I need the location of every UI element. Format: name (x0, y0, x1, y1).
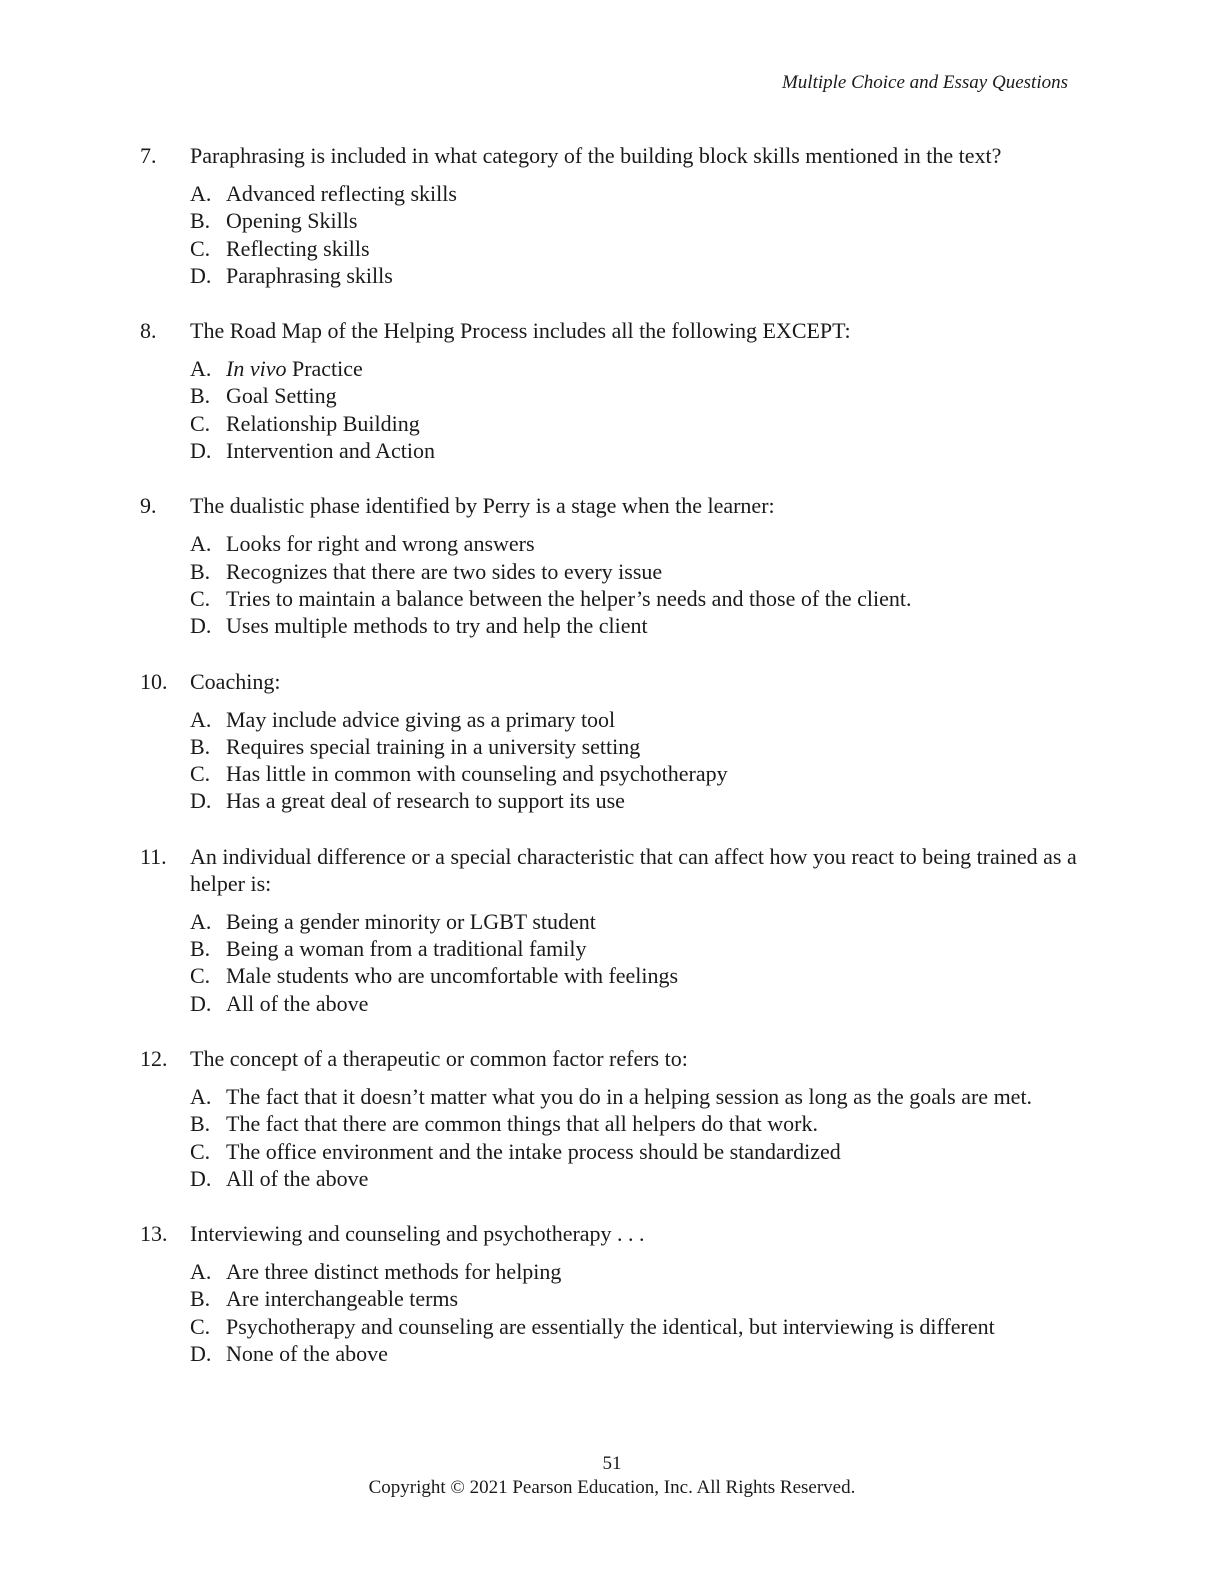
option-d (190, 1165, 1080, 1192)
option-a (190, 908, 1080, 935)
question-number: 12. (140, 1045, 168, 1071)
option-letter: C. (190, 761, 211, 787)
running-header: Multiple Choice and Essay Questions (781, 72, 1068, 93)
option-text: Goal Setting (226, 383, 337, 409)
option-letter: D. (190, 438, 212, 464)
option-text: None of the above (226, 1341, 388, 1367)
question-number: 13. (140, 1221, 168, 1247)
question-13 (140, 1220, 1080, 1367)
option-d (190, 612, 1080, 639)
copyright-notice: Copyright © 2021 Pearson Education, Inc. All Rights Reserved. (368, 1477, 856, 1498)
answer-options (190, 355, 1080, 464)
answer-options (190, 706, 1080, 815)
answer-options (190, 530, 1080, 639)
question-number: 11. (140, 843, 167, 869)
option-letter: C. (190, 585, 211, 611)
option-d (190, 1340, 1080, 1367)
option-b (190, 733, 1080, 760)
answer-options (190, 908, 1080, 1017)
question-number: 8. (140, 318, 157, 344)
option-text: Are interchangeable terms (226, 1286, 459, 1312)
option-letter: A. (190, 908, 212, 934)
option-c (190, 1313, 1080, 1340)
option-text: The office environment and the intake process should be standardized (226, 1138, 841, 1164)
option-text: Has a great deal of research to support its use (226, 788, 625, 814)
option-c (190, 760, 1080, 787)
option-italic-text: In vivo (226, 356, 287, 382)
option-text: Are three distinct methods for helping (226, 1259, 562, 1285)
question-number: 9. (140, 493, 157, 519)
option-text: Requires special training in a university setting (226, 733, 641, 759)
option-text: Reflecting skills (226, 235, 370, 261)
page-number: 51 (602, 1453, 622, 1474)
question-stem: The dualistic phase identified by Perry is a stage when the learner: (190, 493, 775, 519)
option-c (190, 410, 1080, 437)
option-a (190, 530, 1080, 557)
question-12 (140, 1045, 1080, 1192)
option-text: The fact that it doesn’t matter what you do in a helping session as long as the goals are met. (226, 1083, 1033, 1109)
option-c (190, 585, 1080, 612)
option-c (190, 1138, 1080, 1165)
option-a (190, 1258, 1080, 1285)
option-letter: B. (190, 1286, 211, 1312)
option-letter: D. (190, 990, 212, 1016)
option-letter: A. (190, 1083, 212, 1109)
answer-options (190, 180, 1080, 289)
option-text: Tries to maintain a balance between the helper’s needs and those of the client. (226, 585, 912, 611)
question-number: 10. (140, 668, 168, 694)
option-letter: B. (190, 208, 211, 234)
option-letter: B. (190, 558, 211, 584)
option-text: Male students who are uncomfortable with feelings (226, 963, 679, 989)
option-text: Intervention and Action (226, 438, 435, 464)
option-letter: A. (190, 1259, 212, 1285)
question-10 (140, 668, 1080, 815)
option-text: Looks for right and wrong answers (226, 531, 535, 557)
option-text: All of the above (226, 990, 369, 1016)
option-letter: A. (190, 531, 212, 557)
option-b (190, 558, 1080, 585)
option-text: Recognizes that there are two sides to every issue (226, 558, 663, 584)
option-letter: B. (190, 383, 211, 409)
option-text: The fact that there are common things that all helpers do that work. (226, 1111, 818, 1137)
question-stem: An individual difference or a special characteristic that can affect how you react to being trained as a helper is: (190, 843, 1077, 896)
option-a (190, 355, 1080, 382)
option-letter: D. (190, 1165, 212, 1191)
question-number: 7. (140, 143, 157, 168)
option-letter: C. (190, 410, 211, 436)
option-letter: D. (190, 788, 212, 814)
option-c (190, 235, 1080, 262)
option-letter: A. (190, 181, 212, 206)
question-stem: The concept of a therapeutic or common factor refers to: (190, 1045, 688, 1071)
question-list (140, 142, 1080, 1395)
option-letter: B. (190, 936, 211, 962)
option-d (190, 437, 1080, 464)
option-b (190, 207, 1080, 234)
option-b (190, 1285, 1080, 1312)
option-text: Opening Skills (226, 208, 358, 234)
option-letter: A. (190, 356, 212, 382)
question-8 (140, 317, 1080, 464)
question-stem: Interviewing and counseling and psychotherapy . . . (190, 1221, 645, 1247)
question-11 (140, 843, 1080, 1017)
option-letter: C. (190, 963, 211, 989)
option-text: Being a gender minority or LGBT student (226, 908, 596, 934)
option-c (190, 962, 1080, 989)
option-letter: C. (190, 235, 211, 261)
question-stem: Paraphrasing is included in what category of the building block skills mentioned in the text? (190, 143, 1002, 168)
option-letter: C. (190, 1313, 211, 1339)
option-text: Being a woman from a traditional family (226, 936, 587, 962)
option-letter: B. (190, 733, 211, 759)
option-letter: D. (190, 1341, 212, 1367)
option-letter: B. (190, 1111, 211, 1137)
option-letter: D. (190, 262, 212, 288)
option-a (190, 706, 1080, 733)
option-text: Has little in common with counseling and psychotherapy (226, 761, 728, 787)
question-stem: Coaching: (190, 668, 281, 694)
option-a (190, 1083, 1080, 1110)
option-text: Paraphrasing skills (226, 262, 393, 288)
option-text: May include advice giving as a primary tool (226, 706, 616, 732)
option-b (190, 935, 1080, 962)
option-d (190, 787, 1080, 814)
option-d (190, 990, 1080, 1017)
option-letter: A. (190, 706, 212, 732)
option-a (190, 180, 1080, 207)
option-text: Psychotherapy and counseling are essentially the identical, but interviewing is different (226, 1313, 995, 1339)
option-letter: C. (190, 1138, 211, 1164)
option-text: Practice (286, 356, 363, 382)
option-text: Uses multiple methods to try and help the client (226, 613, 648, 639)
page-footer (0, 1452, 1224, 1500)
option-text: Relationship Building (226, 410, 420, 436)
question-stem: The Road Map of the Helping Process includes all the following EXCEPT: (190, 318, 851, 344)
answer-options (190, 1258, 1080, 1367)
option-text: Advanced reflecting skills (226, 181, 457, 206)
option-letter: D. (190, 613, 212, 639)
option-d (190, 262, 1080, 289)
option-text: All of the above (226, 1165, 369, 1191)
option-b (190, 1110, 1080, 1137)
answer-options (190, 1083, 1080, 1192)
question-9 (140, 492, 1080, 639)
option-b (190, 382, 1080, 409)
question-7 (140, 142, 1080, 289)
